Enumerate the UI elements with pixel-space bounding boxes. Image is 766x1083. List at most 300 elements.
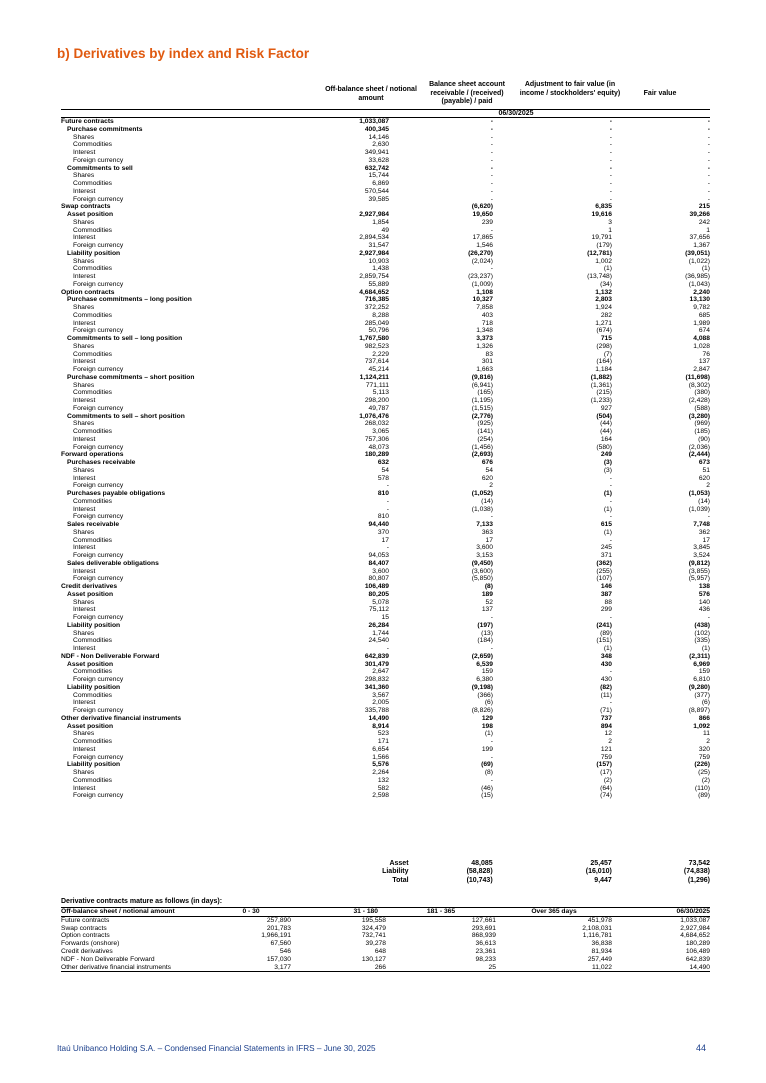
adjustment-value: 387 bbox=[600, 590, 612, 598]
balance-value: - bbox=[490, 125, 493, 133]
adjustment-value: (3) bbox=[603, 466, 612, 474]
balance-value: - bbox=[490, 513, 493, 521]
adjustment-value: (3) bbox=[603, 459, 612, 466]
adjustment-value: 615 bbox=[600, 521, 612, 528]
adjustment-value: - bbox=[609, 474, 612, 482]
notional-value: 1,566 bbox=[372, 753, 389, 761]
balance-value: (6,941) bbox=[471, 381, 493, 389]
date-label: 06/30/2025 bbox=[498, 110, 534, 117]
fair-value: 1,092 bbox=[693, 722, 710, 730]
table-row bbox=[61, 599, 710, 607]
fair-value: (14) bbox=[698, 497, 710, 505]
notional-value: 5,078 bbox=[372, 598, 389, 606]
maturity-header: Over 365 days bbox=[496, 908, 612, 917]
adjustment-value: (241) bbox=[596, 621, 612, 629]
maturity-value: 39,278 bbox=[365, 940, 386, 948]
row-label: Purchase commitments – long position bbox=[67, 296, 192, 304]
table-row bbox=[61, 203, 710, 211]
notional-value: 2,005 bbox=[372, 699, 389, 707]
fair-value: (8,302) bbox=[688, 381, 710, 389]
table-row bbox=[61, 544, 710, 552]
balance-value: (1) bbox=[484, 730, 493, 738]
adjustment-value: 299 bbox=[600, 606, 612, 614]
row-label: Foreign currency bbox=[73, 156, 124, 164]
balance-value: 3,600 bbox=[476, 544, 493, 552]
notional-value: 3,600 bbox=[372, 567, 389, 575]
balance-value: (3,600) bbox=[471, 567, 493, 575]
row-label: Commodities bbox=[73, 141, 113, 149]
maturity-value: 98,233 bbox=[475, 955, 496, 963]
total-value: (74,838) bbox=[683, 868, 710, 876]
balance-value: (5,850) bbox=[471, 575, 493, 583]
balance-value: (254) bbox=[477, 435, 493, 443]
notional-value: 49 bbox=[381, 226, 389, 234]
fair-value: (25) bbox=[698, 769, 710, 776]
row-label: Sales deliverable obligations bbox=[67, 559, 159, 567]
row-label: Forward operations bbox=[61, 451, 124, 459]
fair-value: (6) bbox=[701, 699, 710, 707]
fair-value: 620 bbox=[698, 474, 710, 482]
header-fair-value: Fair value bbox=[643, 90, 677, 97]
notional-value: 39,585 bbox=[368, 195, 389, 203]
fair-value: 159 bbox=[698, 668, 710, 676]
adjustment-value: 88 bbox=[604, 598, 612, 606]
fair-value: (9,812) bbox=[688, 559, 710, 567]
row-label: Commitments to sell – short position bbox=[67, 412, 185, 420]
balance-value: (8) bbox=[484, 583, 493, 590]
adjustment-value: - bbox=[609, 482, 612, 490]
table-row bbox=[61, 661, 710, 669]
adjustment-value: (362) bbox=[596, 559, 612, 567]
adjustment-value: 430 bbox=[600, 676, 612, 683]
balance-value: (141) bbox=[477, 428, 493, 435]
maturity-value: 2,108,031 bbox=[582, 924, 612, 932]
maturity-value: 1,116,781 bbox=[582, 932, 612, 940]
maturity-header: 0 - 30 bbox=[211, 908, 291, 917]
notional-value: 2,927,984 bbox=[359, 249, 389, 257]
fair-value: (3,280) bbox=[688, 412, 710, 420]
table-row bbox=[61, 242, 710, 250]
adjustment-value: (179) bbox=[596, 242, 612, 249]
notional-value: 349,941 bbox=[364, 149, 389, 156]
row-label: Interest bbox=[73, 745, 96, 753]
adjustment-value: 6,835 bbox=[595, 203, 612, 211]
total-value: 73,542 bbox=[688, 860, 710, 867]
notional-value: 55,889 bbox=[368, 280, 389, 288]
balance-value: (69) bbox=[481, 761, 493, 769]
footer-text: Itaú Unibanco Holding S.A. – Condensed Financial Statements in IFRS – June 30, 2025 bbox=[57, 1044, 376, 1053]
balance-value: 83 bbox=[485, 350, 493, 358]
table-row bbox=[61, 583, 710, 591]
fair-value: 7,748 bbox=[693, 521, 710, 528]
balance-value: (1,195) bbox=[471, 397, 493, 404]
fair-value: (226) bbox=[694, 761, 710, 769]
table-row bbox=[61, 668, 710, 676]
totals-table bbox=[61, 860, 710, 885]
balance-value: - bbox=[490, 133, 493, 141]
maturity-table bbox=[61, 907, 710, 972]
row-label: Liability position bbox=[67, 683, 121, 691]
fair-value: 320 bbox=[698, 745, 710, 753]
total-value: 25,457 bbox=[590, 860, 612, 867]
fair-value: 576 bbox=[698, 590, 710, 598]
notional-value: 285,049 bbox=[364, 319, 389, 327]
fair-value: - bbox=[707, 156, 710, 164]
row-label: Commodities bbox=[73, 738, 113, 745]
maturity-value: 546 bbox=[279, 947, 291, 955]
notional-value: 80,807 bbox=[368, 575, 389, 583]
adjustment-value: - bbox=[609, 133, 612, 141]
notional-value: 94,440 bbox=[368, 521, 389, 528]
maturity-value: 195,558 bbox=[361, 916, 386, 924]
adjustment-value: (11) bbox=[600, 691, 612, 699]
fair-value: 3,845 bbox=[693, 544, 710, 552]
notional-value: 171 bbox=[377, 738, 389, 745]
balance-value: - bbox=[490, 776, 493, 784]
adjustment-value: (34) bbox=[600, 280, 612, 288]
table-row bbox=[61, 134, 710, 142]
table-row bbox=[61, 265, 710, 273]
balance-value: - bbox=[490, 118, 493, 125]
maturity-row bbox=[61, 925, 710, 933]
maturity-value: 266 bbox=[291, 964, 386, 972]
row-label: Commodities bbox=[73, 776, 113, 784]
maturity-row bbox=[61, 964, 710, 972]
fair-value: 4,088 bbox=[693, 335, 710, 342]
notional-value: 15,744 bbox=[368, 172, 389, 180]
maturity-header: Off-balance sheet / notional amount bbox=[61, 908, 211, 917]
fair-value: 6,810 bbox=[693, 676, 710, 683]
table-row bbox=[61, 490, 710, 498]
notional-value: 180,289 bbox=[364, 451, 389, 459]
table-row bbox=[61, 498, 710, 506]
balance-value: - bbox=[490, 614, 493, 621]
row-label: Foreign currency bbox=[73, 614, 124, 621]
adjustment-value: 894 bbox=[600, 722, 612, 730]
fair-value: 51 bbox=[702, 466, 710, 474]
balance-value: (366) bbox=[477, 691, 493, 699]
table-row bbox=[61, 622, 710, 630]
notional-value: 810 bbox=[377, 513, 389, 521]
maturity-row bbox=[61, 956, 710, 964]
total-value: (58,828) bbox=[466, 868, 493, 876]
header-adjustment: Adjustment to fair value (in income / stockholders' equity) bbox=[519, 81, 621, 97]
fair-value: (185) bbox=[694, 428, 710, 435]
notional-value: 400,345 bbox=[364, 125, 389, 133]
maturity-label: Forwards (onshore) bbox=[61, 940, 120, 948]
adjustment-value: (1,233) bbox=[590, 397, 612, 404]
row-label: NDF - Non Deliverable Forward bbox=[61, 652, 160, 660]
table-row bbox=[61, 723, 710, 731]
notional-value: 2,647 bbox=[372, 668, 389, 676]
row-label: Foreign currency bbox=[73, 707, 124, 714]
row-label: Interest bbox=[73, 149, 96, 156]
total-value: (16,010) bbox=[585, 868, 612, 876]
total-row bbox=[61, 860, 710, 868]
section-title: b) Derivatives by index and Risk Factor bbox=[57, 46, 310, 61]
notional-value: 298,832 bbox=[364, 676, 389, 683]
fair-value: 242 bbox=[698, 218, 710, 226]
maturity-value: 130,127 bbox=[361, 955, 386, 963]
adjustment-value: (7) bbox=[603, 350, 612, 358]
row-label: Asset position bbox=[67, 722, 114, 730]
table-row bbox=[61, 637, 710, 645]
adjustment-value: - bbox=[609, 180, 612, 187]
row-label: Commodities bbox=[73, 311, 113, 319]
row-label: Foreign currency bbox=[73, 575, 124, 583]
row-label: Purchases receivable bbox=[67, 459, 136, 466]
balance-value: - bbox=[490, 149, 493, 156]
balance-value: 718 bbox=[481, 319, 493, 327]
notional-value: 2,859,754 bbox=[359, 273, 389, 280]
fair-value: 674 bbox=[698, 327, 710, 335]
adjustment-value: - bbox=[609, 156, 612, 164]
row-label: Shares bbox=[73, 730, 95, 738]
notional-value: - bbox=[386, 544, 389, 552]
balance-value: 189 bbox=[481, 590, 493, 598]
row-label: Foreign currency bbox=[73, 280, 124, 288]
table-row bbox=[61, 149, 710, 157]
fair-value: (438) bbox=[694, 621, 710, 629]
notional-value: - bbox=[386, 645, 389, 652]
row-label: Shares bbox=[73, 172, 95, 180]
table-row bbox=[61, 420, 710, 428]
row-label: Foreign currency bbox=[73, 366, 124, 373]
maturity-value: 257,890 bbox=[266, 916, 291, 924]
adjustment-value: 2,803 bbox=[595, 296, 612, 304]
table-row bbox=[61, 606, 710, 614]
row-label: Interest bbox=[73, 505, 96, 513]
adjustment-value: 1 bbox=[608, 226, 612, 234]
adjustment-value: 348 bbox=[600, 652, 612, 660]
maturity-value: 257,449 bbox=[587, 955, 612, 963]
row-label: Purchase commitments – short position bbox=[67, 373, 195, 381]
fair-value: (1) bbox=[701, 265, 710, 273]
balance-value: (6) bbox=[484, 699, 493, 707]
table-row bbox=[61, 444, 710, 452]
notional-value: 1,854 bbox=[372, 218, 389, 226]
table-row bbox=[61, 219, 710, 227]
balance-value: 676 bbox=[481, 459, 493, 466]
table-row bbox=[61, 382, 710, 390]
table-row bbox=[61, 358, 710, 366]
balance-value: - bbox=[490, 156, 493, 164]
notional-value: 8,914 bbox=[372, 722, 389, 730]
table-row bbox=[61, 188, 710, 196]
fair-value: (2,428) bbox=[688, 397, 710, 404]
balance-value: - bbox=[490, 164, 493, 172]
table-row bbox=[61, 738, 710, 746]
fair-value: (36,985) bbox=[685, 273, 710, 280]
adjustment-value: (1,882) bbox=[590, 373, 612, 381]
total-label: Liability bbox=[382, 868, 409, 876]
maturity-label: Swap contracts bbox=[61, 924, 107, 932]
maturity-header: 06/30/2025 bbox=[612, 908, 710, 917]
fair-value: (9,280) bbox=[688, 683, 710, 691]
maturity-value: 81,934 bbox=[591, 947, 612, 955]
balance-value: 17 bbox=[485, 536, 493, 544]
maturity-value: 642,839 bbox=[685, 955, 710, 963]
balance-value: - bbox=[490, 265, 493, 273]
fair-value: 138 bbox=[698, 583, 710, 590]
table-row bbox=[61, 250, 710, 258]
row-label: Future contracts bbox=[61, 118, 114, 125]
fair-value: (377) bbox=[694, 691, 710, 699]
balance-value: 3,373 bbox=[476, 335, 493, 342]
notional-value: 80,205 bbox=[368, 590, 389, 598]
total-row bbox=[61, 868, 710, 876]
fair-value: - bbox=[707, 180, 710, 187]
table-row bbox=[61, 157, 710, 165]
notional-value: 1,767,580 bbox=[359, 335, 389, 342]
fair-value: - bbox=[707, 118, 710, 125]
fair-value: (1,039) bbox=[688, 505, 710, 513]
maturity-value: 201,783 bbox=[266, 924, 291, 932]
fair-value: (5,957) bbox=[688, 575, 710, 583]
fair-value: 1,028 bbox=[693, 342, 710, 350]
row-label: Shares bbox=[73, 769, 95, 776]
row-label: Purchase commitments bbox=[67, 125, 143, 133]
maturity-value: 157,030 bbox=[266, 955, 291, 963]
fair-value: 13,130 bbox=[689, 296, 710, 304]
notional-value: 1,744 bbox=[372, 629, 389, 637]
table-row bbox=[61, 529, 710, 537]
row-label: Foreign currency bbox=[73, 513, 124, 521]
adjustment-value: - bbox=[609, 141, 612, 149]
balance-value: (9,450) bbox=[471, 559, 493, 567]
adjustment-value: - bbox=[609, 497, 612, 505]
row-label: Shares bbox=[73, 381, 95, 389]
table-row bbox=[61, 351, 710, 359]
maturity-value: 23,361 bbox=[475, 947, 496, 955]
notional-value: 10,903 bbox=[368, 257, 389, 265]
adjustment-value: 2 bbox=[608, 738, 612, 745]
adjustment-value: (74) bbox=[600, 792, 612, 800]
fair-value: (90) bbox=[698, 435, 710, 443]
adjustment-value: 19,791 bbox=[591, 234, 612, 242]
adjustment-value: 1,924 bbox=[595, 304, 612, 311]
balance-value: 6,539 bbox=[476, 660, 493, 668]
total-value: (1,296) bbox=[687, 876, 710, 884]
balance-value: 403 bbox=[481, 311, 493, 319]
table-row bbox=[61, 118, 710, 126]
adjustment-value: 371 bbox=[600, 552, 612, 559]
table-row bbox=[61, 699, 710, 707]
fair-value: - bbox=[707, 513, 710, 521]
adjustment-value: (64) bbox=[600, 784, 612, 792]
table-row bbox=[61, 428, 710, 436]
table-row bbox=[61, 769, 710, 777]
balance-value: 1,663 bbox=[476, 366, 493, 373]
fair-value: (11,698) bbox=[685, 373, 710, 381]
table-row bbox=[61, 692, 710, 700]
balance-value: 199 bbox=[481, 745, 493, 753]
table-row bbox=[61, 715, 710, 723]
fair-value: - bbox=[707, 195, 710, 203]
row-label: Commodities bbox=[73, 536, 113, 544]
maturity-value: 67,560 bbox=[270, 940, 291, 948]
row-label: Interest bbox=[73, 645, 96, 652]
maturity-value: 4,684,652 bbox=[680, 932, 710, 940]
maturity-value: 180,289 bbox=[685, 940, 710, 948]
row-label: Commodities bbox=[73, 428, 113, 435]
row-label: Commitments to sell – long position bbox=[67, 335, 183, 342]
notional-value: 26,284 bbox=[368, 621, 389, 629]
row-label: Interest bbox=[73, 567, 96, 575]
table-row bbox=[61, 211, 710, 219]
balance-value: - bbox=[490, 180, 493, 187]
maturity-label: Future contracts bbox=[61, 916, 110, 924]
adjustment-value: - bbox=[609, 699, 612, 707]
notional-value: 33,628 bbox=[368, 156, 389, 164]
fair-value: (1,053) bbox=[688, 490, 710, 497]
row-label: Sales receivable bbox=[67, 521, 120, 528]
fair-value: 1,367 bbox=[693, 242, 710, 249]
fair-value: 140 bbox=[698, 598, 710, 606]
adjustment-value: (2) bbox=[603, 776, 612, 784]
adjustment-value: - bbox=[609, 125, 612, 133]
notional-value: 737,614 bbox=[364, 358, 389, 366]
row-label: Interest bbox=[73, 435, 96, 443]
row-label: Commodities bbox=[73, 668, 113, 676]
balance-value: (13) bbox=[481, 629, 493, 637]
balance-value: (23,237) bbox=[468, 273, 493, 280]
adjustment-value: - bbox=[609, 187, 612, 195]
table-row bbox=[61, 234, 710, 242]
table-row bbox=[61, 591, 710, 599]
adjustment-value: (157) bbox=[596, 761, 612, 769]
table-row bbox=[61, 397, 710, 405]
balance-value: (1,038) bbox=[471, 505, 493, 513]
maturity-value: 11,022 bbox=[496, 964, 612, 972]
maturity-value: 36,613 bbox=[475, 940, 496, 948]
balance-value: 54 bbox=[485, 466, 493, 474]
fair-value: (1,043) bbox=[688, 280, 710, 288]
row-label: Credit derivatives bbox=[61, 583, 118, 590]
adjustment-value: (1) bbox=[603, 265, 612, 273]
adjustment-value: 19,616 bbox=[591, 211, 612, 218]
table-row bbox=[61, 141, 710, 149]
adjustment-value: 3 bbox=[608, 218, 612, 226]
maturity-label: Other derivative financial instruments bbox=[61, 964, 211, 972]
derivatives-table bbox=[61, 118, 710, 800]
adjustment-value: 245 bbox=[600, 544, 612, 552]
balance-value: 7,133 bbox=[476, 521, 493, 528]
adjustment-value: (1,361) bbox=[590, 381, 612, 389]
notional-value: 2,598 bbox=[372, 792, 389, 800]
fair-value: (89) bbox=[698, 792, 710, 800]
fair-value: 436 bbox=[698, 606, 710, 614]
notional-value: 3,567 bbox=[372, 691, 389, 699]
notional-value: 268,032 bbox=[364, 420, 389, 428]
maturity-title: Derivative contracts mature as follows (in days): bbox=[61, 898, 223, 905]
maturity-value: 2,927,984 bbox=[680, 924, 710, 932]
fair-value: (39,051) bbox=[685, 249, 710, 257]
maturity-row bbox=[61, 916, 710, 924]
notional-value: 4,684,652 bbox=[359, 288, 389, 296]
table-row bbox=[61, 754, 710, 762]
fair-value: - bbox=[707, 614, 710, 621]
table-row bbox=[61, 513, 710, 521]
table-row bbox=[61, 451, 710, 459]
balance-value: 52 bbox=[485, 598, 493, 606]
row-label: Foreign currency bbox=[73, 404, 124, 412]
row-label: Foreign currency bbox=[73, 443, 124, 451]
table-row bbox=[61, 374, 710, 382]
table-row bbox=[61, 792, 710, 800]
adjustment-value: - bbox=[609, 668, 612, 676]
balance-value: (8) bbox=[484, 769, 493, 776]
